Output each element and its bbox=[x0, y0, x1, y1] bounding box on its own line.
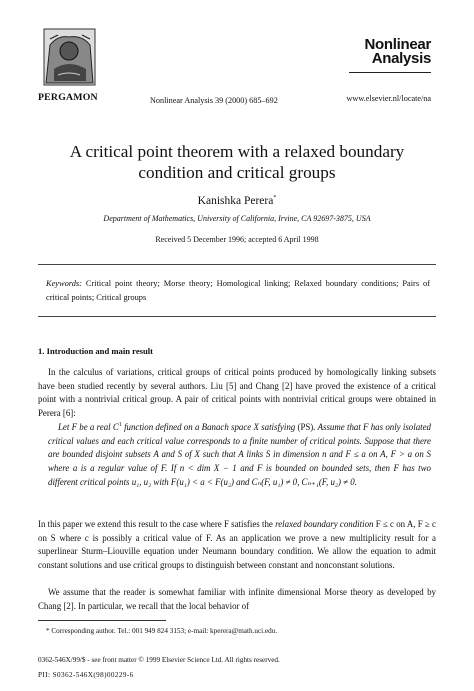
pii-line: PII: S0362-546X(98)00229-6 bbox=[38, 671, 134, 679]
theorem-middle: function defined on a Banach space X satisfying bbox=[121, 422, 298, 432]
copyright-line: 0362-546X/99/$ - see front matter © 1999 Elsevier Science Ltd. All rights reserved. bbox=[38, 656, 280, 664]
journal-logo-line2: Analysis bbox=[371, 50, 431, 67]
p2-rest: F ≤ c on A, F ≥ c on S where c is possibly a critical value of F. As an application we prove a new multiplicity result for a superlinear Sturm–Liouville equation under Neumann boundary condition. We allow the equation to admit constant solutions and use critical groups to distinguish between constant and nonconstant solutions. bbox=[38, 519, 436, 571]
theorem-statement bbox=[48, 421, 431, 490]
received-dates: Received 5 December 1996; accepted 6 April 1998 bbox=[155, 235, 319, 244]
theorem-rest: . Assume that F has only isolated critical values and each critical value corresponds to a finite number of critical points. Suppose that there are bounded disjoint subsets A and S of X such that A links S in dimension n and F ≤ a on A, F > a on S where a is a regular value of F. If n < dim X − 1 and F is bounded on bounded sets, then F has two different critical points u₁, u₂ with F(u₁) < a < F(u₂) and Cₙ(F, u₁) ≠ 0, Cₙ₊₁(F, u₂) ≠ 0. bbox=[48, 422, 431, 487]
author-footnote-mark: * bbox=[273, 195, 277, 202]
keywords-text: Critical point theory; Morse theory; Homological linking; Relaxed boundary conditions; Pairs of critical points; Critical groups bbox=[46, 279, 430, 302]
title-line-1: A critical point theorem with a relaxed boundary bbox=[69, 142, 405, 161]
journal-reference: Nonlinear Analysis 39 (2000) 685–692 bbox=[150, 96, 278, 105]
paragraph-1: In the calculus of variations, critical groups of critical points produced by homologically linking subsets have been studied recently by several authors. Liu [5] and Chang [2] have proved the existence of a critical point with a nontrivial critical group. A pair of critical points with nontrivial critical groups were obtained in Perera [6]: bbox=[38, 367, 436, 419]
title-line-2: condition and critical groups bbox=[138, 162, 336, 182]
footnote: * Corresponding author. Tel.: 001 949 824 3153; e-mail: kperera@math.uci.edu. bbox=[46, 627, 278, 635]
journal-logo bbox=[365, 38, 431, 66]
journal-url[interactable]: www.elsevier.nl/locate/na bbox=[346, 94, 431, 103]
keywords-block bbox=[46, 277, 430, 305]
keywords-bottom-rule bbox=[38, 316, 436, 317]
logo-rule bbox=[349, 72, 431, 73]
keywords-top-rule bbox=[38, 264, 436, 265]
paragraph-3: We assume that the reader is somewhat familiar with infinite dimensional Morse theory as developed by Chang [2]. In particular, we recall that the local behavior of bbox=[38, 587, 436, 611]
theorem-ps: (PS) bbox=[297, 422, 314, 432]
author bbox=[0, 195, 474, 207]
footnote-rule bbox=[38, 620, 166, 621]
article-title bbox=[30, 142, 444, 183]
p2-emphasis: relaxed boundary condition bbox=[275, 519, 374, 529]
publisher-name: PERGAMON bbox=[38, 92, 98, 103]
p2-start: In this paper we extend this result to the case where F satisfies the bbox=[38, 519, 276, 529]
theorem-superscript: 1 bbox=[118, 422, 122, 429]
affiliation: Department of Mathematics, University of California, Irvine, CA 92697-3875, USA bbox=[103, 214, 371, 223]
paragraph-2 bbox=[38, 518, 436, 573]
keywords-label: Keywords: bbox=[46, 279, 82, 288]
journal-logo-line1: Nonlinear bbox=[364, 36, 431, 53]
section-heading: 1. Introduction and main result bbox=[38, 346, 154, 356]
publisher-emblem bbox=[38, 25, 101, 88]
author-name: Kanishka Perera bbox=[197, 195, 274, 207]
theorem-start: Let F be a real C bbox=[58, 422, 119, 432]
